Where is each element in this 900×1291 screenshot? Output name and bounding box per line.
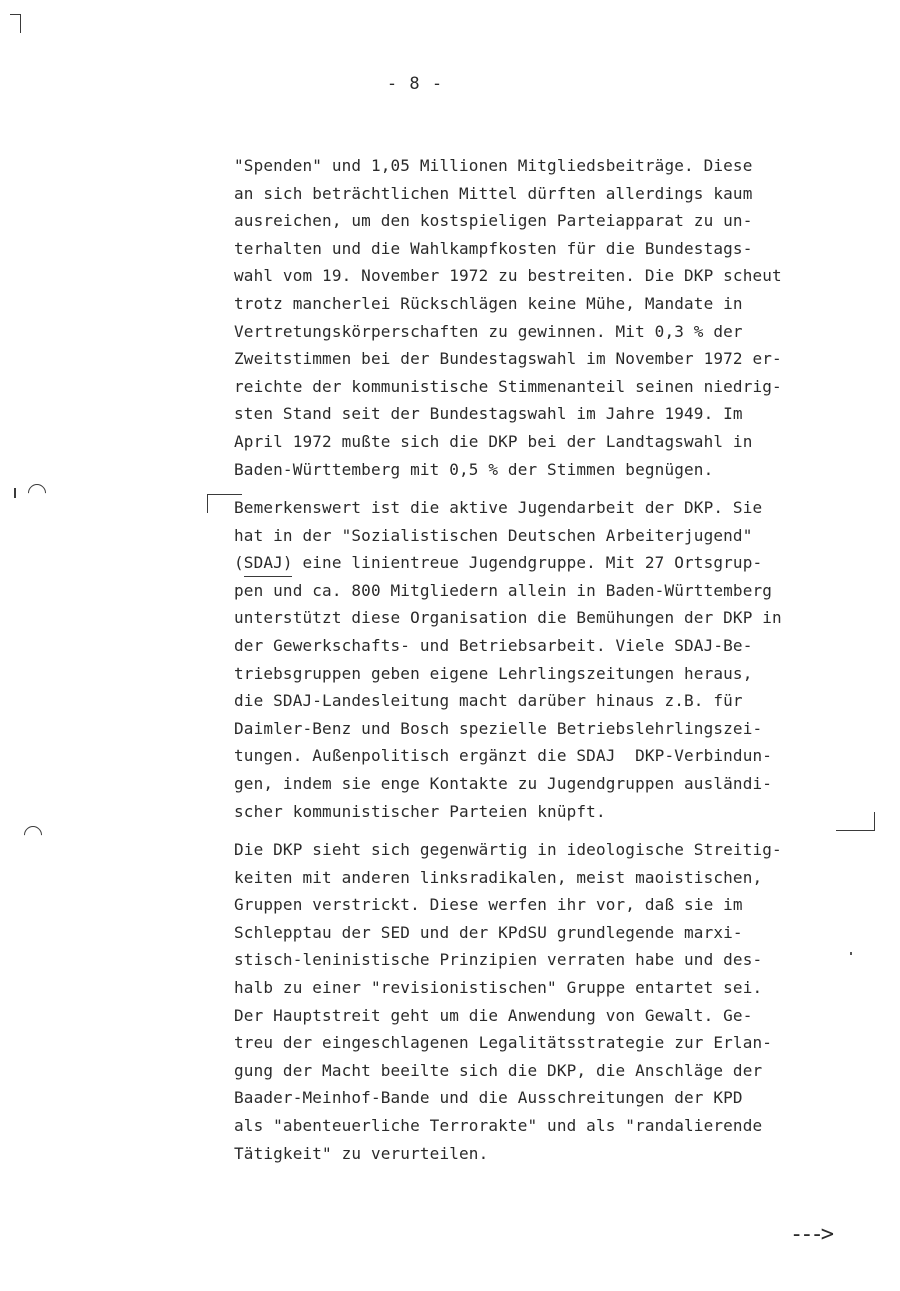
text-line: April 1972 mußte sich die DKP bei der Landtagswahl in [234, 431, 753, 451]
text-line: Die DKP sieht sich gegenwärtig in ideologische Streitig- [234, 840, 782, 859]
text-line: sten Stand seit der Bundestagswahl im Jahre 1949. Im [234, 404, 743, 424]
text-line: Zweitstimmen bei der Bundestagswahl im November 1972 er- [234, 349, 782, 369]
text-line: als "abenteuerliche Terrorakte" und als "randalierende [234, 1115, 763, 1135]
punch-hole-mark-icon [24, 480, 49, 505]
corner-mark-icon [10, 14, 21, 33]
text-line: (SDAJ) eine linientreue Jugendgruppe. Mit 27 Ortsgrup- [234, 553, 763, 573]
text-line: Gruppen verstrickt. Diese werfen ihr vor, daß sie im [234, 895, 743, 915]
margin-tick-mark [14, 488, 16, 498]
bracket-close-icon [836, 812, 875, 831]
text-line: ausreichen, um den kostspieligen Parteiapparat zu un- [234, 211, 753, 231]
text-line: gen, indem sie enge Kontakte zu Jugendgruppen ausländi- [234, 773, 773, 793]
text-line: der Gewerkschafts- und Betriebsarbeit. Viele SDAJ-Be- [234, 635, 753, 655]
arrow-right-icon: ---> [790, 1222, 831, 1247]
text-line: trotz mancherlei Rückschlägen keine Mühe, Mandate in [234, 293, 743, 313]
text-line: Tätigkeit" zu verurteilen. [234, 1143, 489, 1163]
text-line: gung der Macht beeilte sich die DKP, die Anschläge der [234, 1060, 763, 1080]
text-line: Baader-Meinhof-Bande und die Ausschreitungen der KPD [234, 1088, 743, 1108]
text-line: treu der eingeschlagenen Legalitätsstrategie zur Erlan- [234, 1033, 773, 1053]
text-line: unterstützt diese Organisation die Bemühungen der DKP in [234, 608, 782, 628]
paragraph-ideological-disputes [234, 836, 874, 1167]
text-line: scher kommunistischer Parteien knüpft. [234, 801, 606, 821]
text-line: triebsgruppen geben eigene Lehrlingszeitungen heraus, [234, 663, 753, 683]
text-line: die SDAJ-Landesleitung macht darüber hinaus z.B. für [234, 691, 743, 711]
punch-hole-mark-icon [20, 822, 45, 847]
text-line: halb zu einer "revisionistischen" Gruppe entartet sei. [234, 977, 763, 997]
text-line: Daimler-Benz und Bosch spezielle Betriebslehrlingszei- [234, 718, 763, 738]
text-line: Vertretungskörperschaften zu gewinnen. Mit 0,3 % der [234, 321, 743, 341]
text-line: an sich beträchtlichen Mittel dürften allerdings kaum [234, 183, 753, 203]
text-line: pen und ca. 800 Mitgliedern allein in Baden-Württemberg [234, 580, 773, 600]
text-line: hat in der "Sozialistischen Deutschen Arbeiterjugend" [234, 525, 753, 545]
text-line: tungen. Außenpolitisch ergänzt die SDAJ DKP-Verbindun- [234, 746, 773, 766]
text-line: terhalten und die Wahlkampfkosten für die Bundestags- [234, 238, 753, 258]
page-number: - 8 - [386, 74, 444, 94]
text-line: wahl vom 19. November 1972 zu bestreiten. Die DKP scheut [234, 266, 782, 286]
text-line: Der Hauptstreit geht um die Anwendung von Gewalt. Ge- [234, 1005, 753, 1025]
text-line: stisch-leninistische Prinzipien verraten habe und des- [234, 950, 763, 970]
text-line: "Spenden" und 1,05 Millionen Mitgliedsbeiträge. Diese [234, 156, 753, 175]
text-line: Bemerkenswert ist die aktive Jugendarbeit der DKP. Sie [234, 498, 763, 517]
paragraph-funding [234, 152, 874, 483]
text-line: Schlepptau der SED und der KPdSU grundlegende marxi- [234, 922, 743, 942]
text-line: reichte der kommunistische Stimmenanteil seinen niedrig- [234, 376, 782, 396]
text-line: Baden-Württemberg mit 0,5 % der Stimmen begnügen. [234, 459, 714, 479]
paragraph-youth-work [234, 494, 874, 825]
text-line: keiten mit anderen linksradikalen, meist maoistischen, [234, 867, 763, 887]
